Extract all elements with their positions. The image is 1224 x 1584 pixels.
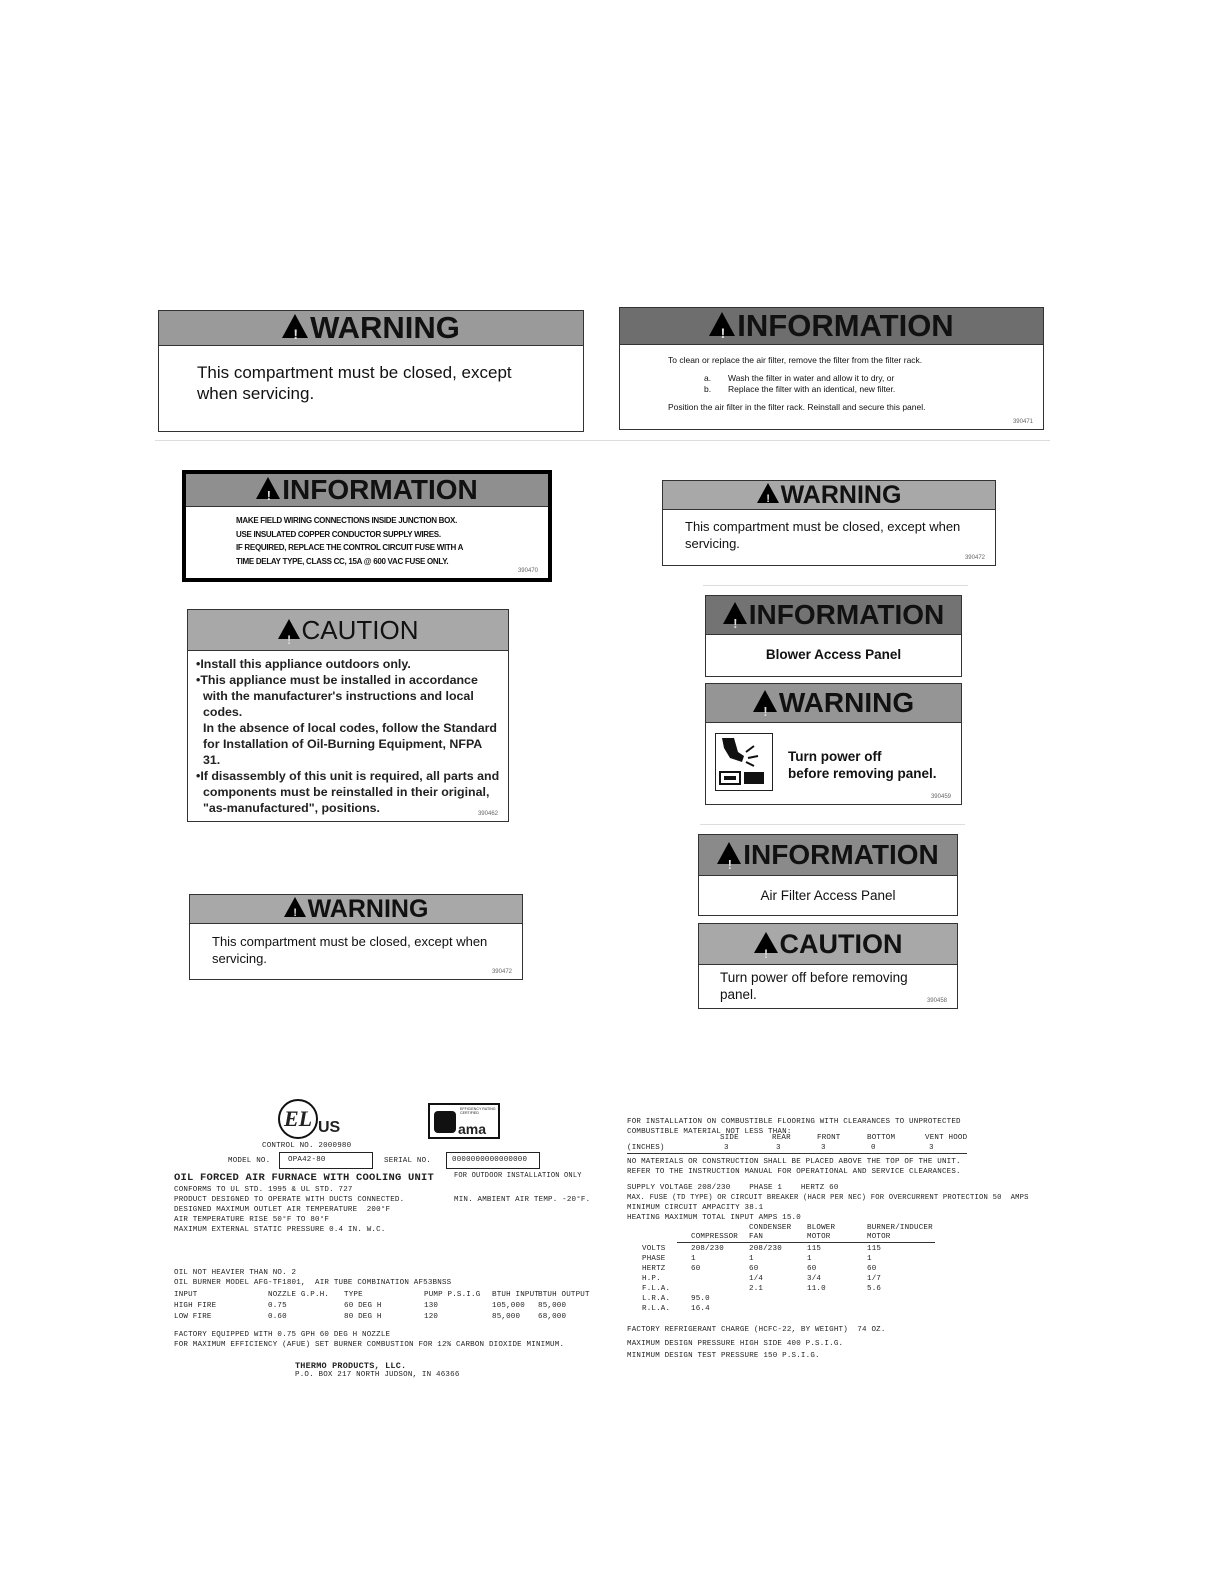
plate-line: MINIMUM CIRCUIT AMPACITY 38.1	[627, 1204, 764, 1212]
caution-bullet-sub: In the absence of local codes, follow the Standard for Installation of Oil-Burning Equipment, NFPA 31.	[203, 721, 497, 767]
table-header-cell: PUMP P.S.I.G	[424, 1291, 481, 1299]
electrical-cell: 208/230	[691, 1245, 724, 1253]
wiring-line: TIME DELAY TYPE, CLASS CC, 15A @ 600 VAC FUSE ONLY.	[236, 556, 449, 566]
electrical-cell: R.L.A.	[642, 1305, 671, 1313]
electrical-cell: 2.1	[749, 1285, 764, 1293]
plate-line: MAX. FUSE (TD TYPE) OR CIRCUIT BREAKER (HACR PER NEC) FOR OVERCURRENT PROTECTION 50 AMPS	[627, 1194, 1029, 1202]
etl-logo: EL	[278, 1099, 318, 1139]
warning-triangle-icon	[282, 314, 308, 338]
plate-line: NO MATERIALS OR CONSTRUCTION SHALL BE PLACED ABOVE THE TOP OF THE UNIT.	[627, 1158, 961, 1166]
warning-header	[706, 684, 961, 723]
part-number: 390471	[1012, 419, 1033, 425]
caution-label-power	[698, 923, 958, 1009]
electrical-cell: F.L.A.	[642, 1285, 671, 1293]
clearance-header-cell: BOTTOM	[867, 1134, 896, 1142]
info-filter-step-b	[668, 384, 1033, 395]
electrical-cell: 1/7	[867, 1275, 882, 1283]
table-cell: 85,000	[492, 1313, 521, 1321]
warning-label-bottom	[189, 894, 523, 980]
info-filter-step-a	[668, 373, 1033, 384]
plate-line: FACTORY REFRIGERANT CHARGE (HCFC-22, BY WEIGHT) 74 OZ.	[627, 1326, 886, 1334]
clearance-rule	[627, 1153, 967, 1154]
electrical-cell: 1	[807, 1255, 812, 1263]
warning-text: This compartment must be closed, except when servicing.	[212, 934, 488, 966]
gama-caption: EFFICIENCY RATING CERTIFIED	[460, 1107, 496, 1115]
part-number: 390459	[930, 794, 951, 800]
plate-line: AIR TEMPERATURE RISE 50°F TO 80°F	[174, 1216, 330, 1224]
table-cell: 68,000	[538, 1313, 567, 1321]
warning-text-line: before removing panel.	[788, 766, 937, 781]
electrical-cell: 1	[691, 1255, 696, 1263]
warning-label-right	[662, 480, 996, 566]
caution-label-main	[187, 609, 509, 822]
warning-triangle-icon	[278, 619, 300, 639]
warning-header	[663, 481, 995, 510]
info-header	[620, 308, 1043, 345]
warning-triangle-icon	[723, 602, 747, 624]
serial-value: 0000000000000000	[452, 1156, 528, 1164]
step-text: Wash the filter in water and allow it to dry, or	[728, 373, 895, 383]
gama-logo	[428, 1103, 500, 1139]
plate-line: MINIMUM DESIGN TEST PRESSURE 150 P.S.I.G.	[627, 1352, 820, 1360]
part-number: 390458	[926, 998, 947, 1004]
caution-bullet: •This appliance must be installed in accordance with the manufacturer's instructions and local codes.	[196, 673, 478, 719]
caution-title: CAUTION	[301, 615, 419, 645]
info-filter-body	[620, 345, 1043, 413]
table-cell: HIGH FIRE	[174, 1302, 217, 1310]
electrical-header-cell: MOTOR	[807, 1233, 831, 1241]
warning-label-power	[705, 683, 962, 805]
step-letter: b.	[704, 384, 712, 394]
warning-title: WARNING	[307, 895, 429, 923]
part-number: 390470	[517, 568, 538, 574]
part-number: 390462	[477, 811, 498, 817]
electrical-header-cell: FAN	[749, 1233, 764, 1241]
warning-triangle-icon	[256, 477, 280, 499]
info-title: INFORMATION	[282, 474, 478, 505]
caution-text: Turn power off before removing panel.	[720, 970, 908, 1002]
clearance-table	[627, 1134, 968, 1158]
electrical-cell: 60	[867, 1265, 877, 1273]
electrical-cell: H.P.	[642, 1275, 661, 1283]
plate-line: CONFORMS TO UL STD. 1995 & UL STD. 727	[174, 1186, 353, 1194]
electrical-cell: L.R.A.	[642, 1295, 671, 1303]
outdoor-note: FOR OUTDOOR INSTALLATION ONLY	[454, 1172, 582, 1180]
step-letter: a.	[704, 373, 712, 383]
caution-bullet: •If disassembly of this unit is required, all parts and components must be reinstalled in their original, "as-manufactured", positions.	[196, 769, 500, 815]
plate-line: SUPPLY VOLTAGE 208/230 PHASE 1 HERTZ 60	[627, 1184, 839, 1192]
caution-body	[188, 651, 508, 816]
electrical-cell: PHASE	[642, 1255, 666, 1263]
info-filter-line: Position the air filter in the filter rack. Reinstall and secure this panel.	[668, 402, 926, 412]
clearance-value: 3	[776, 1144, 781, 1152]
hand-hazard-icon	[715, 733, 773, 791]
info-filter-line: To clean or replace the air filter, remove the filter from the filter rack.	[668, 355, 923, 365]
step-text: Replace the filter with an identical, new filter.	[728, 384, 896, 394]
gama-g-mark	[434, 1111, 456, 1133]
clearance-header-cell: REAR	[772, 1134, 791, 1142]
info-header	[706, 596, 961, 635]
table-cell: 105,000	[492, 1302, 525, 1310]
info-label-wiring	[182, 470, 552, 582]
table-header-cell: INPUT	[174, 1291, 198, 1299]
electrical-cell: 1/4	[749, 1275, 764, 1283]
info-title: INFORMATION	[748, 599, 945, 630]
info-label-blower	[705, 595, 962, 677]
warning-text: This compartment must be closed, except when servicing.	[197, 363, 512, 403]
model-box	[279, 1152, 373, 1169]
electrical-cell: 16.4	[691, 1305, 710, 1313]
table-cell: 60 DEG H	[344, 1302, 382, 1310]
etl-us-mark: US	[318, 1119, 341, 1136]
electrical-cell: 208/230	[749, 1245, 782, 1253]
plate-line: MAXIMUM DESIGN PRESSURE HIGH SIDE 400 P.S.I.G.	[627, 1340, 844, 1348]
warning-triangle-icon	[717, 842, 741, 864]
wiring-line: USE INSULATED COPPER CONDUCTOR SUPPLY WIRES.	[236, 529, 441, 539]
model-label: MODEL NO.	[228, 1157, 271, 1165]
electrical-cell: VOLTS	[642, 1245, 666, 1253]
electrical-cell: 1	[749, 1255, 754, 1263]
electrical-rule	[677, 1242, 935, 1243]
electrical-cell: 115	[867, 1245, 882, 1253]
plate-line: OIL BURNER MODEL AFG-TF1801, AIR TUBE COMBINATION AF53BNSS	[174, 1279, 452, 1287]
info-title: INFORMATION	[737, 308, 954, 343]
electrical-table	[627, 1224, 947, 1324]
company-address: P.O. BOX 217 NORTH JUDSON, IN 46366	[295, 1371, 460, 1379]
model-value: OPA42-80	[288, 1156, 326, 1164]
serial-box	[446, 1152, 540, 1169]
plate-line: PRODUCT DESIGNED TO OPERATE WITH DUCTS CONNECTED.	[174, 1196, 405, 1204]
warning-header	[159, 311, 583, 346]
plate-line: FOR MAXIMUM EFFICIENCY (AFUE) SET BURNER COMBUSTION FOR 12% CARBON DIOXIDE MINIMUM.	[174, 1341, 565, 1349]
table-cell: 0.60	[268, 1313, 287, 1321]
clearance-value: 3	[929, 1144, 934, 1152]
electrical-header-cell: BLOWER	[807, 1224, 836, 1232]
table-cell: LOW FIRE	[174, 1313, 212, 1321]
info-text: Blower Access Panel	[765, 647, 902, 662]
wiring-line: IF REQUIRED, REPLACE THE CONTROL CIRCUIT FUSE WITH A	[236, 543, 464, 552]
electrical-cell: 60	[749, 1265, 759, 1273]
electrical-cell: 115	[807, 1245, 822, 1253]
caution-bullet: •Install this appliance outdoors only.	[196, 657, 411, 671]
electrical-cell: 3/4	[807, 1275, 822, 1283]
info-wiring-body	[186, 507, 548, 568]
electrical-header-cell: BURNER/INDUCER	[867, 1224, 933, 1232]
electrical-header-cell: MOTOR	[867, 1233, 891, 1241]
plate-line: COMBUSTIBLE MATERIAL NOT LESS THAN:	[627, 1128, 792, 1136]
info-header	[699, 835, 957, 876]
rating-plate-left	[170, 1095, 600, 1395]
warning-text-line: Turn power off	[788, 749, 882, 764]
plate-line: REFER TO THE INSTRUCTION MANUAL FOR OPERATIONAL AND SERVICE CLEARANCES.	[627, 1168, 961, 1176]
clearance-header-cell: SIDE	[720, 1134, 739, 1142]
wiring-line: MAKE FIELD WIRING CONNECTIONS INSIDE JUNCTION BOX.	[236, 516, 458, 525]
electrical-header-cell: CONDENSER	[749, 1224, 792, 1232]
electrical-cell: HERTZ	[642, 1265, 666, 1273]
warning-text: This compartment must be closed, except when servicing.	[685, 519, 961, 551]
info-label-filter	[619, 307, 1044, 430]
clearance-header-cell: VENT HOOD	[925, 1134, 968, 1142]
rating-plate-right	[627, 1118, 1067, 1398]
plate-title: OIL FORCED AIR FURNACE WITH COOLING UNIT	[174, 1172, 435, 1184]
min-ambient: MIN. AMBIENT AIR TEMP. -20°F.	[454, 1196, 591, 1204]
electrical-cell: 60	[691, 1265, 701, 1273]
part-number: 390472	[491, 969, 512, 975]
electrical-cell: 11.0	[807, 1285, 826, 1293]
table-header-cell: BTUH OUTPUT	[538, 1291, 590, 1299]
info-label-airfilter	[698, 834, 958, 916]
electrical-cell: 95.0	[691, 1295, 710, 1303]
part-number: 390472	[964, 555, 985, 561]
warning-title: WARNING	[310, 311, 460, 345]
table-header-cell: BTUH INPUT	[492, 1291, 540, 1299]
table-header-cell: TYPE	[344, 1291, 363, 1299]
gama-text: ama	[458, 1121, 487, 1137]
warning-title: WARNING	[778, 687, 915, 718]
table-cell: 130	[424, 1302, 439, 1310]
warning-triangle-icon	[709, 312, 735, 336]
warning-header	[190, 895, 522, 924]
warning-power-text	[788, 748, 937, 782]
caution-header	[699, 924, 957, 965]
company-name: THERMO PRODUCTS, LLC.	[295, 1361, 407, 1371]
plate-line: MAXIMUM EXTERNAL STATIC PRESSURE 0.4 IN. W.C.	[174, 1226, 386, 1234]
serial-label: SERIAL NO.	[384, 1157, 432, 1165]
plate-line: OIL NOT HEAVIER THAN NO. 2	[174, 1269, 297, 1277]
electrical-cell: 1	[867, 1255, 872, 1263]
electrical-cell: 60	[807, 1265, 817, 1273]
plate-line: HEATING MAXIMUM TOTAL INPUT AMPS 15.0	[627, 1214, 801, 1222]
clearance-value: 0	[871, 1144, 876, 1152]
warning-triangle-icon	[754, 932, 778, 953]
divider	[700, 824, 965, 825]
warning-title: WARNING	[780, 481, 902, 509]
warning-triangle-icon	[284, 897, 306, 917]
plate-line: FOR INSTALLATION ON COMBUSTIBLE FLOORING WITH CLEARANCES TO UNPROTECTED	[627, 1118, 961, 1126]
control-number: CONTROL NO. 2000980	[262, 1142, 352, 1150]
warning-label-top	[158, 310, 584, 432]
divider	[703, 585, 968, 586]
table-cell: 85,000	[538, 1302, 567, 1310]
divider	[155, 440, 1050, 441]
electrical-header-cell: COMPRESSOR	[691, 1233, 739, 1241]
clearance-value: 3	[821, 1144, 826, 1152]
clearance-unit: (INCHES)	[627, 1144, 665, 1152]
table-cell: 80 DEG H	[344, 1313, 382, 1321]
clearance-value: 3	[724, 1144, 729, 1152]
caution-header	[188, 610, 508, 651]
electrical-cell: 5.6	[867, 1285, 882, 1293]
info-header	[186, 474, 548, 507]
clearance-header-cell: FRONT	[817, 1134, 841, 1142]
info-title: INFORMATION	[743, 839, 939, 870]
plate-line: FACTORY EQUIPPED WITH 0.75 GPH 60 DEG H NOZZLE	[174, 1331, 391, 1339]
table-cell: 120	[424, 1313, 439, 1321]
warning-triangle-icon	[753, 690, 777, 712]
plate-line: DESIGNED MAXIMUM OUTLET AIR TEMPERATURE 200°F	[174, 1206, 391, 1214]
info-text: Air Filter Access Panel	[760, 888, 896, 903]
table-cell: 0.75	[268, 1302, 287, 1310]
burner-table	[174, 1291, 594, 1323]
warning-triangle-icon	[757, 483, 779, 503]
caution-title: CAUTION	[779, 929, 903, 959]
table-header-cell: NOZZLE G.P.H.	[268, 1291, 330, 1299]
